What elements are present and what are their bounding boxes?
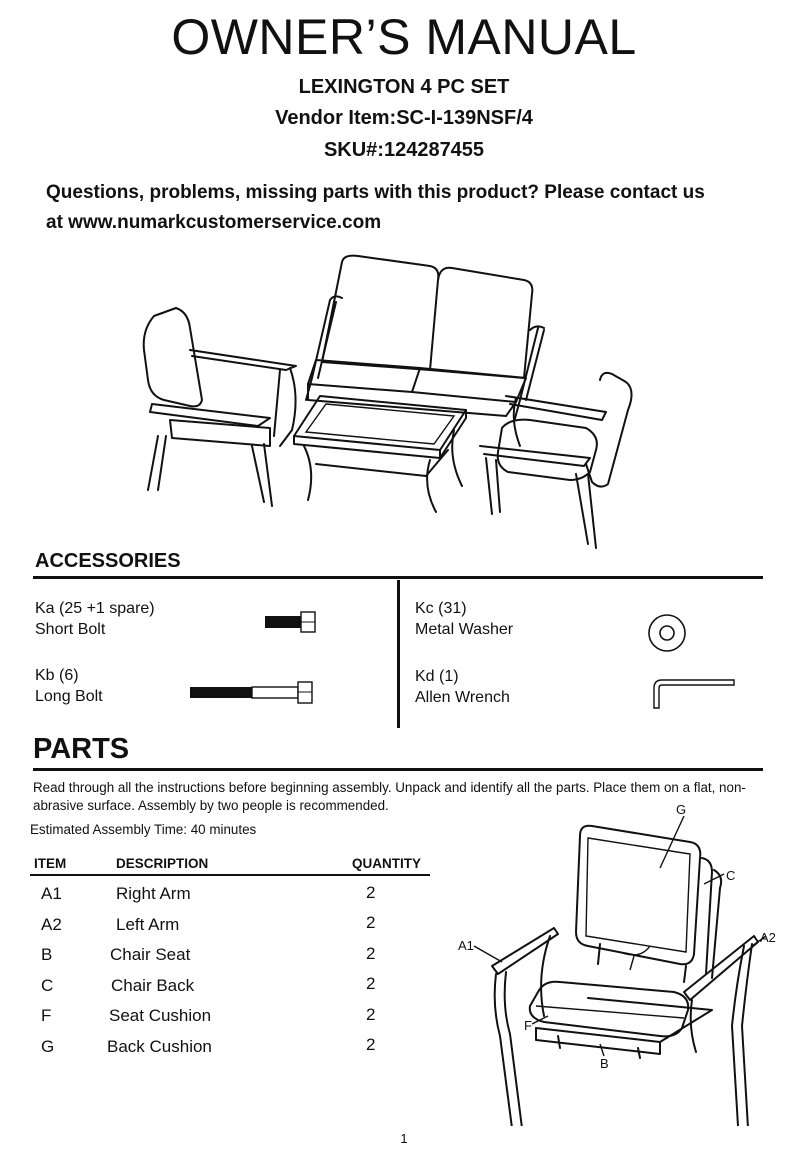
seat-cushion-f: [530, 982, 688, 1037]
table-row-description: Chair Seat: [110, 945, 191, 964]
accessory-kd: [415, 666, 510, 708]
accessory-kb: [35, 665, 103, 707]
contact-line-1: Questions, problems, missing parts with this product? Please contact us: [46, 182, 705, 203]
table-row-description: Chair Back: [111, 976, 195, 995]
allen-wrench-icon: [646, 670, 740, 712]
table-row-description: Seat Cushion: [109, 1006, 212, 1025]
accessory-code: Kd (1): [415, 668, 459, 685]
vendor-item: Vendor Item:SC-I-139NSF/4: [275, 107, 533, 129]
table-row-quantity: 2: [366, 1005, 376, 1024]
product-name: LEXINGTON 4 PC SET: [298, 76, 510, 98]
accessory-code: Kb (6): [35, 667, 79, 684]
table-row-quantity: 2: [366, 883, 376, 902]
long-bolt-icon: [188, 678, 316, 708]
coffee-table: [294, 396, 466, 512]
page-title: OWNER’S MANUAL: [171, 9, 637, 65]
accessories-rule: [33, 576, 763, 579]
metal-washer-icon: [646, 612, 688, 654]
table-row-item: C: [41, 976, 54, 995]
label-a2: A2: [760, 930, 776, 945]
parts-heading: PARTS: [33, 733, 130, 765]
accessory-name: Metal Washer: [415, 621, 514, 638]
table-row-description: Right Arm: [116, 884, 191, 903]
parts-intro: Read through all the instructions before beginning assembly. Unpack and identify all the parts. Place them on a flat, non-abrasive surface. Assembly by two people is recommended.: [33, 780, 746, 813]
table-row-item: G: [41, 1037, 55, 1056]
contact-note: [46, 178, 786, 238]
chair-seat-b: [536, 998, 712, 1058]
column-header-description: DESCRIPTION: [116, 856, 209, 871]
accessory-ka: [35, 598, 155, 640]
sku-number: SKU#:124287455: [323, 139, 485, 161]
label-a1: A1: [458, 938, 474, 953]
table-row-description: Back Cushion: [107, 1037, 212, 1056]
accessory-name: Allen Wrench: [415, 689, 510, 706]
furniture-set-illustration: [130, 250, 650, 550]
table-row-item: F: [41, 1006, 52, 1025]
left-chair: [144, 308, 296, 506]
short-bolt-icon: [262, 608, 318, 638]
parts-rule: [33, 768, 763, 771]
table-row-quantity: 2: [366, 944, 376, 963]
accessories-divider: [397, 580, 400, 728]
column-header-item: ITEM: [34, 856, 67, 871]
accessory-code: Kc (31): [415, 600, 467, 617]
accessory-name: Long Bolt: [35, 688, 103, 705]
right-chair: [480, 373, 632, 548]
label-f: F: [524, 1018, 532, 1033]
table-rule: [30, 874, 430, 876]
table-row-item: A2: [41, 915, 62, 934]
table-row-quantity: 2: [366, 974, 376, 993]
label-b: B: [600, 1056, 609, 1071]
estimated-time: Estimated Assembly Time: 40 minutes: [30, 822, 257, 837]
label-c: C: [726, 868, 736, 883]
arm-a2: [684, 936, 758, 1126]
table-row-item: B: [41, 945, 53, 964]
accessories-heading: ACCESSORIES: [35, 550, 181, 572]
back-cushion-g: [576, 826, 700, 965]
accessory-code: Ka (25 +1 spare): [35, 600, 155, 617]
accessory-kc: [415, 598, 513, 640]
chair-back-c: [598, 858, 721, 982]
table-row-item: A1: [41, 884, 62, 903]
table-row-description: Left Arm: [116, 915, 180, 934]
table-row-quantity: 2: [366, 913, 376, 932]
accessory-name: Short Bolt: [35, 621, 106, 638]
table-row-quantity: 2: [366, 1035, 376, 1054]
contact-line-2: at www.numarkcustomerservice.com: [46, 212, 382, 233]
column-header-quantity: QUANTITY: [352, 856, 421, 871]
chair-parts-diagram: [440, 796, 790, 1126]
page-number: 1: [400, 1131, 408, 1146]
label-g: G: [676, 802, 687, 817]
